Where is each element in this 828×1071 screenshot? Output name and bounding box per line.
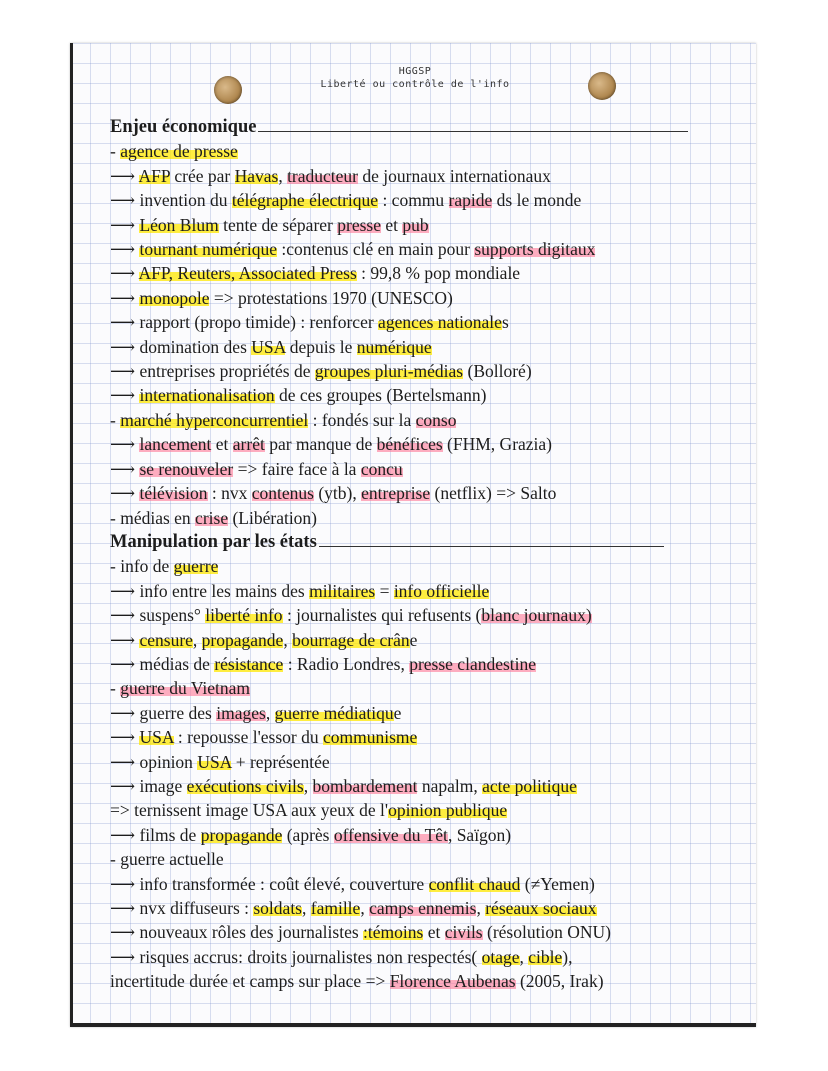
note-text: ,: [278, 165, 288, 186]
note-text: ⟶: [110, 629, 140, 650]
section-heading-text: Manipulation par les états: [110, 531, 317, 552]
note-text: -: [110, 409, 121, 430]
highlight-yellow: Havas: [234, 165, 279, 186]
note-line: [110, 725, 730, 749]
heading-underline: [258, 130, 688, 132]
note-line: [110, 335, 730, 359]
note-line: [110, 213, 730, 237]
note-line: [110, 261, 730, 285]
highlight-yellow: opinion publique: [388, 800, 508, 821]
note-text: (2005, Irak): [515, 971, 604, 992]
highlight-yellow: communisme: [322, 727, 418, 748]
note-line: [110, 310, 730, 334]
note-line: [110, 579, 730, 603]
note-text: ⟶: [110, 727, 140, 748]
highlight-pink: civils: [444, 922, 483, 943]
punch-hole-left: [214, 76, 242, 104]
highlight-pink: conso: [415, 409, 457, 430]
highlight-yellow: :témoins: [363, 922, 424, 943]
highlight-pink: concu: [360, 458, 403, 479]
highlight-pink: supports digitaux: [474, 239, 596, 260]
highlight-yellow: réseaux sociaux: [485, 898, 597, 918]
note-text: + représentée: [231, 751, 330, 772]
note-text: ⟶: [110, 385, 140, 406]
note-text: incertitude durée et camps sur place =>: [110, 971, 390, 992]
note-line: [110, 676, 730, 700]
note-line: [110, 920, 730, 944]
highlight-yellow: internationalisation: [139, 385, 275, 406]
section-heading: [110, 530, 730, 554]
note-text: : repousse l'essor du: [173, 727, 323, 748]
highlight-yellow: guerre: [173, 556, 219, 577]
note-text: tente de séparer: [218, 214, 338, 235]
section-heading: [110, 115, 730, 139]
note-text: : 99,8 % pop mondiale: [356, 263, 521, 284]
page-edge-bottom: [70, 1023, 756, 1027]
highlight-pink: télévision: [139, 483, 208, 504]
note-line: [110, 554, 730, 578]
highlight-pink: se renouveler: [139, 458, 234, 479]
note-text: -: [110, 678, 121, 699]
highlight-pink: bénéfices: [376, 434, 443, 455]
note-text: : journalistes qui refusents (: [282, 605, 482, 626]
note-line: [110, 383, 730, 407]
highlight-pink: camps ennemis: [369, 898, 477, 918]
highlight-yellow: agence de presse: [120, 141, 238, 162]
highlight-yellow: soldats: [253, 898, 302, 918]
note-line: [110, 359, 730, 383]
highlight-yellow: AFP: [138, 165, 170, 186]
note-text: ⟶: [110, 434, 140, 455]
highlight-yellow: propagande: [201, 629, 284, 650]
highlight-pink: crise: [195, 507, 229, 528]
highlight-pink: presse: [337, 214, 381, 235]
highlight-yellow: censure: [139, 629, 193, 650]
note-text: ,: [360, 898, 370, 918]
note-text: ,: [192, 629, 202, 650]
header-subject: HGGSP: [398, 66, 432, 77]
note-line: [110, 774, 730, 798]
note-text: ⟶: [110, 239, 140, 260]
highlight-pink: offensive du Têt: [333, 824, 448, 845]
highlight-yellow: USA: [197, 751, 232, 772]
punch-hole-right: [588, 72, 616, 100]
note-text: -: [110, 141, 121, 162]
highlight-yellow: USA: [251, 336, 286, 357]
note-text: ⟶: [110, 483, 140, 504]
note-line: [110, 481, 730, 505]
highlight-pink: guerre du Vietnam: [120, 678, 251, 699]
highlight-yellow: guerre médiatiqu: [274, 702, 394, 723]
note-line: [110, 823, 730, 847]
note-text: ⟶ risques accrus: droits journalistes non respectés(: [110, 946, 482, 967]
highlight-yellow: tournant numérique: [139, 239, 277, 260]
section-heading-text: Enjeu économique: [110, 117, 257, 137]
highlight-pink: bombardement: [312, 775, 418, 796]
highlight-yellow: AFP, Reuters, Associated Press: [138, 263, 357, 284]
notes-content: [110, 115, 730, 994]
note-text: e: [409, 629, 418, 650]
highlight-yellow: militaires: [309, 580, 376, 601]
note-line: [110, 237, 730, 261]
note-text: => protestations 1970 (UNESCO): [209, 287, 453, 308]
note-text: : fondés sur la: [308, 409, 416, 430]
note-text: ⟶ nouveaux rôles des journalistes: [110, 922, 364, 943]
note-text: ,: [302, 898, 311, 918]
highlight-yellow: famille: [310, 898, 361, 918]
note-line: [110, 652, 730, 676]
note-text: (après: [282, 824, 334, 845]
page-edge-left: [70, 43, 73, 1027]
note-line: [110, 188, 730, 212]
heading-underline: [319, 545, 664, 547]
note-text: (≠Yemen): [520, 873, 595, 894]
highlight-pink: entreprise: [361, 483, 431, 504]
note-text: et: [211, 434, 233, 455]
note-text: ,: [476, 898, 486, 918]
highlight-yellow: résistance: [214, 653, 284, 674]
note-text: =: [375, 580, 394, 601]
note-text: depuis le: [285, 336, 357, 357]
note-text: : Radio Londres,: [283, 653, 410, 674]
highlight-yellow: info officielle: [393, 580, 490, 601]
note-text: ⟶ info entre les mains des: [110, 580, 310, 601]
note-text: ⟶: [110, 214, 140, 235]
highlight-pink: presse clandestine: [409, 653, 537, 674]
highlight-yellow: cible: [528, 946, 563, 967]
note-text: (FHM, Grazia): [442, 434, 553, 455]
highlight-pink: arrêt: [232, 434, 265, 455]
note-text: - info de: [110, 556, 174, 577]
highlight-yellow: acte politique: [482, 775, 577, 796]
note-text: ⟶ image: [110, 775, 187, 796]
note-line: [110, 896, 730, 920]
note-text: ⟶ entreprises propriétés de: [110, 361, 315, 382]
note-text: ⟶ films de: [110, 824, 201, 845]
note-text: (ytb),: [313, 483, 362, 504]
note-text: ,: [303, 775, 313, 796]
note-text: ,: [265, 702, 275, 723]
note-line: [110, 701, 730, 725]
highlight-pink: blanc journaux): [481, 605, 592, 626]
highlight-yellow: agences nationale: [378, 312, 502, 333]
highlight-pink: Florence Aubenas: [389, 971, 516, 992]
highlight-yellow: télégraphe électrique: [231, 190, 379, 211]
note-text: ⟶: [110, 263, 139, 284]
note-text: ⟶ opinion: [110, 751, 198, 772]
note-line: [110, 603, 730, 627]
highlight-yellow: propagande: [200, 824, 283, 845]
note-text: ds le monde: [492, 190, 582, 211]
note-line: [110, 139, 730, 163]
highlight-yellow: USA: [139, 727, 174, 748]
note-text: ),: [562, 946, 573, 967]
note-text: ⟶ domination des: [110, 336, 252, 357]
note-text: : commu: [378, 190, 449, 211]
note-text: ,: [283, 629, 293, 650]
highlight-pink: lancement: [139, 434, 212, 455]
highlight-yellow: bourrage de crân: [292, 629, 410, 650]
note-line: [110, 408, 730, 432]
note-text: => faire face à la: [233, 458, 361, 479]
note-text: (Libération): [228, 507, 318, 528]
note-text: par manque de: [264, 434, 377, 455]
note-line: [110, 164, 730, 188]
note-text: , Saïgon): [447, 824, 512, 845]
note-line: [110, 457, 730, 481]
note-text: ⟶: [110, 287, 140, 308]
note-text: ⟶: [110, 458, 140, 479]
note-line: [110, 872, 730, 896]
note-text: et: [380, 214, 403, 235]
note-text: ⟶ suspens°: [110, 605, 206, 626]
note-text: ⟶ médias de: [110, 653, 215, 674]
highlight-yellow: exécutions civils: [186, 775, 304, 796]
note-line: [110, 628, 730, 652]
highlight-pink: rapide: [448, 190, 493, 211]
highlight-pink: images: [216, 702, 266, 723]
note-line: [110, 750, 730, 774]
highlight-yellow: marché hyperconcurrentiel: [120, 409, 309, 430]
note-text: et: [423, 922, 445, 943]
highlight-yellow: numérique: [356, 336, 432, 357]
header-title: Liberté ou contrôle de l'info: [320, 79, 510, 90]
note-text: de ces groupes (Bertelsmann): [274, 385, 487, 406]
note-text: ⟶ nvx diffuseurs :: [110, 898, 254, 918]
note-line: [110, 969, 730, 993]
note-text: : nvx: [207, 483, 252, 504]
highlight-pink: traducteur: [287, 165, 358, 186]
highlight-yellow: otage: [481, 946, 520, 967]
highlight-yellow: monopole: [139, 287, 210, 308]
note-text: ⟶ guerre des: [110, 702, 217, 723]
notebook-page: [70, 43, 756, 1027]
note-text: (résolution ONU): [482, 922, 611, 943]
note-text: ⟶ rapport (propo timide) : renforcer: [110, 312, 379, 333]
note-text: ⟶: [110, 165, 139, 186]
note-text: ,: [519, 946, 529, 967]
highlight-pink: contenus: [251, 483, 314, 504]
note-text: :contenus clé en main pour: [277, 239, 475, 260]
note-text: - médias en: [110, 507, 196, 528]
note-line: [110, 847, 730, 871]
note-text: (netflix) => Salto: [430, 483, 557, 504]
note-text: - guerre actuelle: [110, 849, 224, 870]
note-text: => ternissent image USA aux yeux de l': [110, 800, 389, 821]
note-text: (Bolloré): [463, 361, 532, 382]
note-text: ⟶ info transformée : coût élevé, couverture: [110, 873, 429, 894]
note-text: s: [501, 312, 509, 333]
note-text: de journaux internationaux: [358, 165, 551, 186]
note-text: ⟶ invention du: [110, 190, 232, 211]
highlight-pink: pub: [402, 214, 429, 235]
note-line: [110, 945, 730, 969]
note-line: [110, 286, 730, 310]
note-text: e: [393, 702, 402, 723]
highlight-yellow: groupes pluri-médias: [314, 361, 464, 382]
note-line: [110, 432, 730, 456]
note-text: crée par: [169, 165, 235, 186]
highlight-yellow: Léon Blum: [139, 214, 219, 235]
note-text: napalm,: [417, 775, 483, 796]
note-line: [110, 798, 730, 822]
highlight-yellow: liberté info: [205, 605, 283, 626]
page-header: [320, 65, 510, 91]
note-line: [110, 506, 730, 530]
highlight-yellow: conflit chaud: [428, 873, 521, 894]
